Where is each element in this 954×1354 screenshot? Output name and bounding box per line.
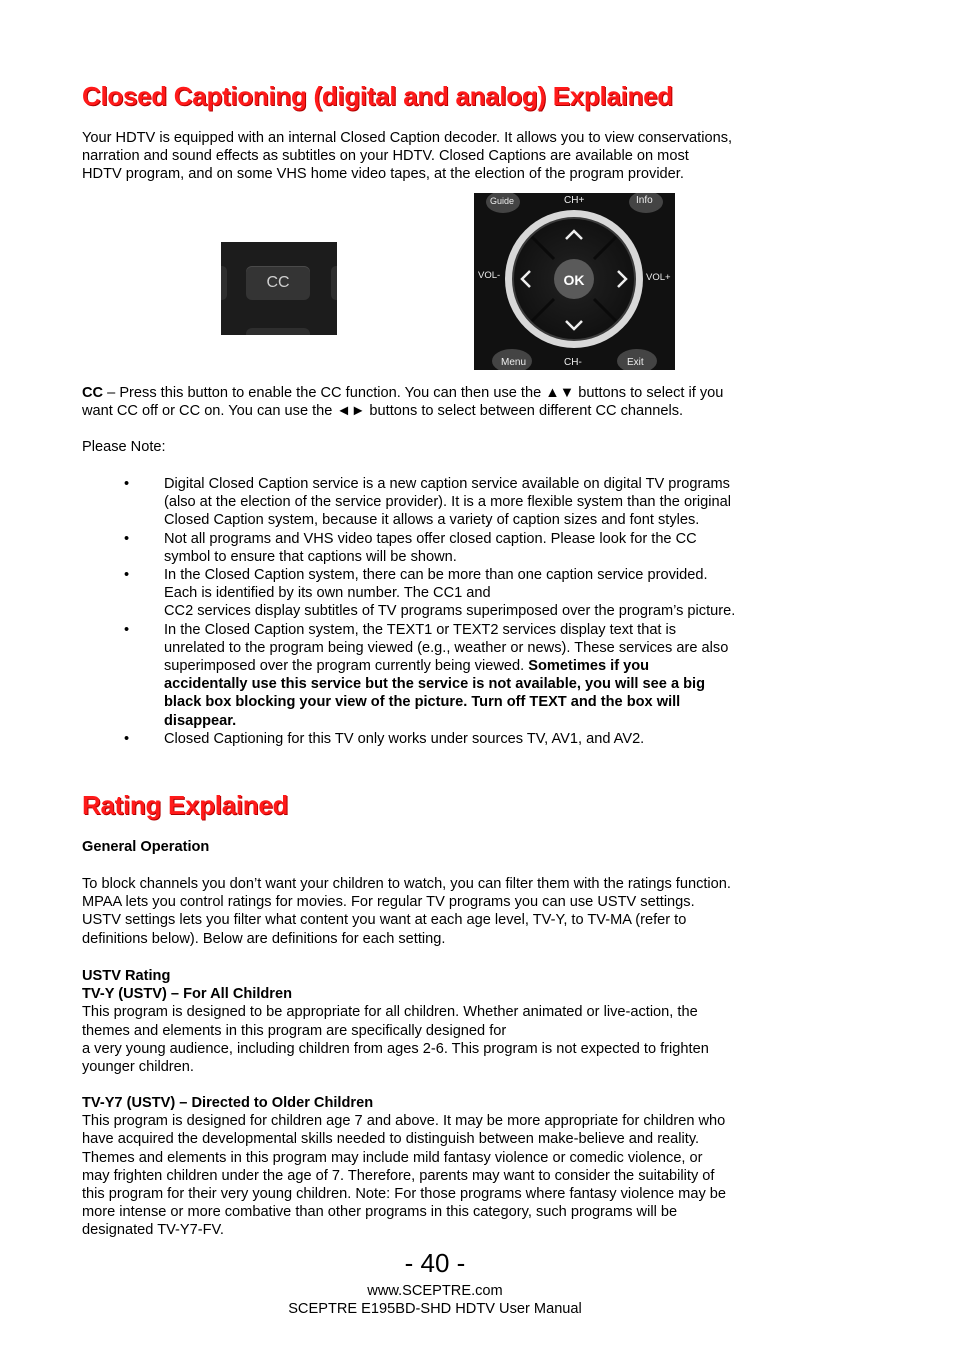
warning-line: disappear. [164,712,237,729]
text-line: This program is designed to be appropriate for all children. Whether animated or live-action, the [82,1004,698,1021]
text-line: In the Closed Caption system, the TEXT1 or TEXT2 services display text that is [164,621,677,638]
warning-line: black box blocking your view of the picture. Turn off TEXT and the box will [164,694,681,711]
text-line: this program for their very young children. Note: For those programs where fantasy violence may be [82,1186,727,1203]
cc-description [82,384,812,420]
bullet-icon: • [124,530,130,547]
text-line: Digital Closed Caption service is a new caption service available on digital TV programs [164,476,730,492]
text-line: In the Closed Caption system, there can be more than one caption service provided. [164,567,708,584]
footer-manual-title: SCEPTRE E195BD-SHD HDTV User Manual [288,1301,582,1317]
text-line: CC2 services display subtitles of TV programs superimposed over the program’s picture. [164,603,736,620]
ok-button-label: OK [563,272,585,288]
warning-text: Sometimes if you [528,658,650,675]
cc-desc-text: – Press this button to enable the CC function. You can then use the ▲▼ buttons to select if you [103,385,724,401]
text-line: designated TV-Y7-FV. [82,1222,224,1239]
text-line: younger children. [82,1059,194,1076]
cc-key-label: CC [266,274,290,291]
text-line: may frighten children under the age of 7. Therefore, parents may want to consider the suitability of [82,1167,715,1184]
tv-y7-heading: TV-Y7 (USTV) – Directed to Older Children [82,1095,374,1111]
cc-term: CC [82,385,104,401]
ustv-rating-heading: USTV Rating [82,968,171,984]
info-button-label: Info [636,195,653,206]
list-item [82,475,802,530]
list-item [82,566,802,621]
exit-button-label: Exit [627,357,644,368]
footer-website: www.SCEPTRE.com [367,1283,503,1299]
page-number: - 40 - [404,1248,466,1278]
text-line [82,384,812,402]
note-bullet-list [82,475,802,748]
bullet-icon: • [124,730,130,747]
text-line: a very young audience, including children from ages 2-6. This program is not expected to frighten [82,1040,709,1057]
text-line: (also at the election of the service provider). It is a more flexible system than the original [164,494,731,511]
channel-down-label: CH- [564,357,582,368]
text-line: Each is identified by its own number. The CC1 and [164,585,491,602]
text-line: want CC off or CC on. You can use the ◄► buttons to select between different CC channels. [82,403,684,420]
bullet-icon: • [124,621,130,638]
volume-down-label: VOL- [478,270,501,281]
text-line: definitions below). Below are definitions for each setting. [82,930,446,947]
bullet-icon: • [124,476,130,492]
text-line: have acquired the developmental skills needed to distinguish between make-believe and reality. [82,1131,700,1148]
text-line: symbol to ensure that captions will be shown. [164,548,457,565]
text-span: superimposed over the program currently being viewed. [164,658,529,675]
general-operation-heading: General Operation [82,839,210,855]
volume-up-label: VOL+ [646,272,671,283]
text-line: unrelated to the program being viewed (e.g., weather or news). These services are also [164,639,729,656]
tv-y7-block [82,1094,812,1240]
text-line [164,657,802,675]
cc-button-image [221,242,337,335]
text-line: Not all programs and VHS video tapes offer closed caption. Please look for the CC [164,530,697,547]
text-line: To block channels you don’t want your children to watch, you can filter them with the ratings function. [82,876,731,892]
text-line: Closed Caption system, because it allows a variety of caption sizes and font styles. [164,512,700,529]
remote-control-image [474,193,675,370]
list-item [82,530,802,566]
text-line: This program is designed for children age 7 and above. It may be more appropriate for children who [82,1113,726,1130]
list-item [82,621,802,730]
text-line: Themes and elements in this program may include mild fantasy violence or comedic violence, or [82,1149,703,1166]
section-heading-rating: Rating Explained [82,790,289,820]
text-line: USTV settings lets you filter what content you want at each age level, TV-Y, to TV-MA (refer to [82,912,687,929]
tv-y-heading: TV-Y (USTV) – For All Children [82,986,293,1003]
text-line: more intense or more combative than other programs in this category, such programs will be [82,1204,678,1221]
guide-button-label: Guide [490,196,515,206]
menu-button-label: Menu [501,357,527,368]
text-line: Your HDTV is equipped with an internal Closed Caption decoder. It allows you to view conservations, [82,130,733,146]
text-line: MPAA lets you control ratings for movies. For regular TV programs you can use USTV settings. [82,894,695,911]
text-line: narration and sound effects as subtitles on your HDTV. Closed Captions are available on most [82,148,689,165]
text-line: HDTV program, and on some VHS home video tapes, at the election of the program provider. [82,166,684,183]
channel-up-label: CH+ [564,195,585,206]
bullet-icon: • [124,567,130,584]
text-line: themes and elements in this program are specifically designed for [82,1022,507,1039]
list-item [82,730,802,748]
section-heading-closed-captioning: Closed Captioning (digital and analog) Explained [82,81,673,111]
warning-line: accidentally use this service but the service is not available, you will see a big [164,676,706,693]
intro-paragraph [82,129,812,184]
tv-y-block [82,967,812,1076]
general-operation-paragraph [82,875,812,948]
cc-key-icon [246,266,310,300]
text-line: Closed Captioning for this TV only works under sources TV, AV1, and AV2. [164,730,645,747]
note-label: Please Note: [82,439,166,455]
